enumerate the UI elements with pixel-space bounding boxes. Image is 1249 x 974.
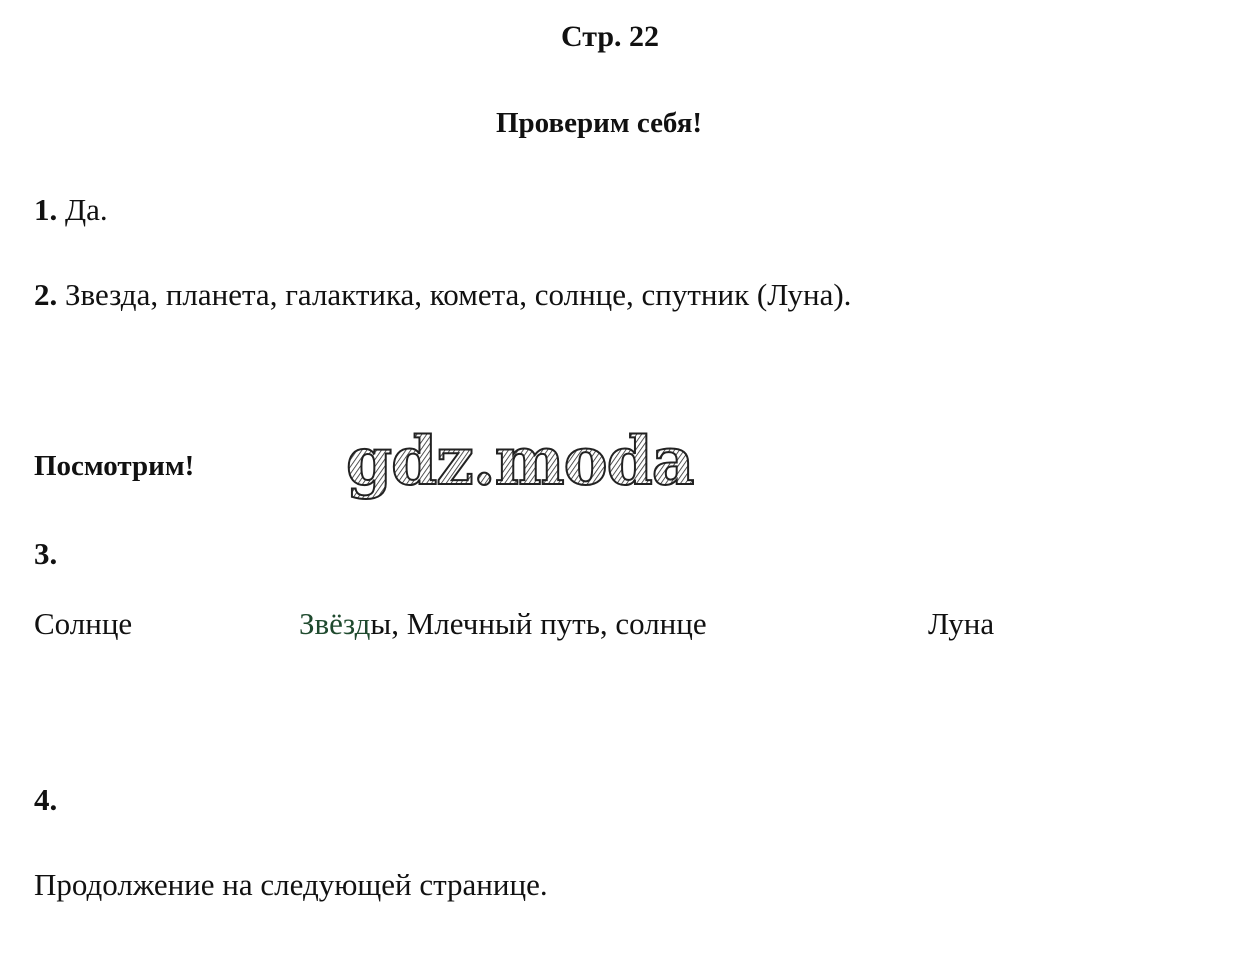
answer-3-number: 3. bbox=[34, 536, 58, 571]
answer-3-col1: Солнце bbox=[34, 606, 133, 641]
answer-2-number: 2. bbox=[34, 277, 58, 312]
continuation-note: Продолжение на следующей странице. bbox=[34, 867, 548, 902]
answer-2-text: Звезда, планета, галактика, комета, солнце, спутник (Луна). bbox=[65, 277, 852, 312]
answer-1-text: Да. bbox=[65, 192, 108, 227]
answer-3-col3: Луна bbox=[928, 606, 995, 641]
answer-3-col2-rest: ы, Млечный путь, солнце bbox=[370, 606, 707, 641]
watermark-logo bbox=[340, 418, 700, 518]
page-number-title: Стр. 22 bbox=[561, 20, 660, 53]
section-heading-check: Проверим себя! bbox=[496, 107, 703, 139]
watermark-text: gdz.moda bbox=[346, 422, 694, 500]
answer-2 bbox=[34, 277, 851, 313]
answer-3-col2-highlight: Звёзд bbox=[299, 606, 371, 641]
answer-1 bbox=[34, 192, 108, 228]
answer-3-col2 bbox=[299, 606, 707, 642]
section-heading-look: Посмотрим! bbox=[34, 450, 195, 482]
answer-4-number: 4. bbox=[34, 782, 58, 817]
answer-1-number: 1. bbox=[34, 192, 58, 227]
